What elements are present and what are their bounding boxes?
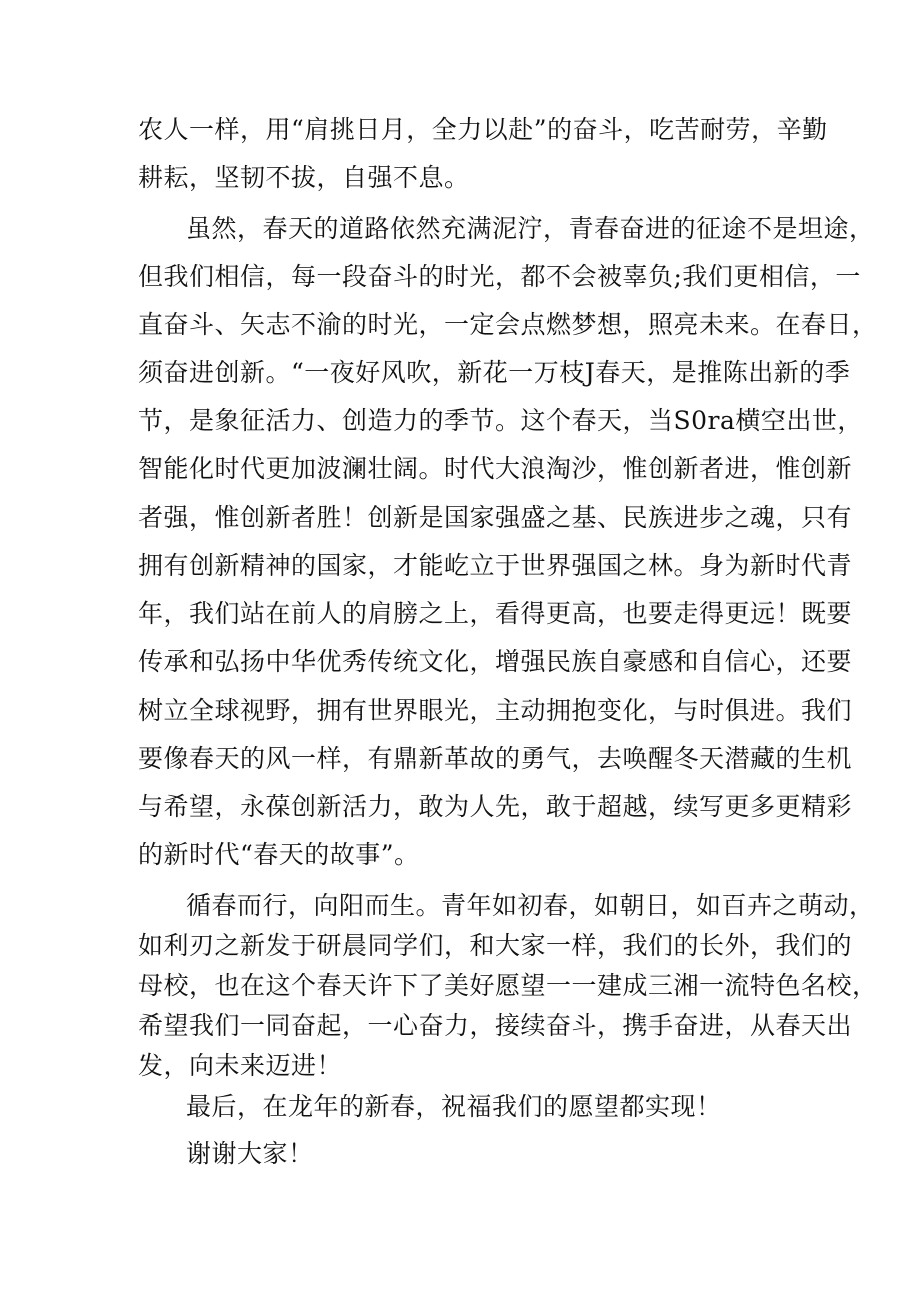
p1-line-1: 农人一样，用“肩挑日月，全力以赴”的奋斗，吃苦耐劳，辛勤 xyxy=(138,115,828,144)
p2-line-1: 虽然，春天的道路依然充满泥泞，青春奋进的征途不是坦途， xyxy=(186,214,875,243)
p3-line-4: 希望我们一同奋起，一心奋力，接续奋斗，携手奋进，从春天出 xyxy=(138,1011,853,1040)
p3-line-1: 循春而行，向阳而生。青年如初春，如朝日，如百卉之萌动， xyxy=(186,891,875,920)
p2-line-5: 节，是象征活力、创造力的季节。这个春天，当S0ra横空出世， xyxy=(138,406,863,435)
p2-line-4: 须奋进创新。“一夜好风吹，新花一万枝J春天，是推陈出新的季 xyxy=(138,358,851,387)
p1-line-2: 耕耘，坚韧不拔，自强不息。 xyxy=(138,163,470,192)
p2-line-6: 智能化时代更加波澜壮阔。时代大浪淘沙，惟创新者进，惟创新 xyxy=(138,454,853,483)
p3-line-2: 如利刃之新发于研晨同学们，和大家一样，我们的长外，我们的 xyxy=(138,931,853,960)
p2-line-9: 年，我们站在前人的肩膀之上，看得更高，也要走得更远！既要 xyxy=(138,599,853,628)
p2-line-14: 的新时代“春天的故事”。 xyxy=(138,840,420,869)
p2-line-13: 与希望，永葆创新活力，敢为人先，敢于超越，续写更多更精彩 xyxy=(138,792,853,821)
p2-line-7: 者强，惟创新者胜！创新是国家强盛之基、民族进步之魂，只有 xyxy=(138,503,853,532)
p2-line-11: 树立全球视野，拥有世界眼光，主动拥抱变化，与时俱进。我们 xyxy=(138,696,853,725)
p3-line-3: 母校，也在这个春天许下了美好愿望一一建成三湘一流特色名校， xyxy=(138,971,878,1000)
p2-line-3: 直奋斗、矢志不渝的时光，一定会点燃梦想，照亮未来。在春日， xyxy=(138,310,878,339)
p2-line-12: 要像春天的风一样，有鼎新革故的勇气，去唤醒冬天潜藏的生机 xyxy=(138,744,853,773)
p2-line-2: 但我们相信，每一段奋斗的时光，都不会被辜负;我们更相信，一 xyxy=(138,262,861,291)
p2-line-10: 传承和弘扬中华优秀传统文化，增强民族自豪感和自信心，还要 xyxy=(138,647,853,676)
p4-line-1: 最后，在龙年的新春，祝福我们的愿望都实现！ xyxy=(186,1092,722,1121)
p5-line-1: 谢谢大家！ xyxy=(186,1139,314,1168)
p2-line-8: 拥有创新精神的国家，才能屹立于世界强国之林。身为新时代青 xyxy=(138,551,853,580)
p3-line-5: 发，向未来迈进！ xyxy=(138,1051,343,1080)
